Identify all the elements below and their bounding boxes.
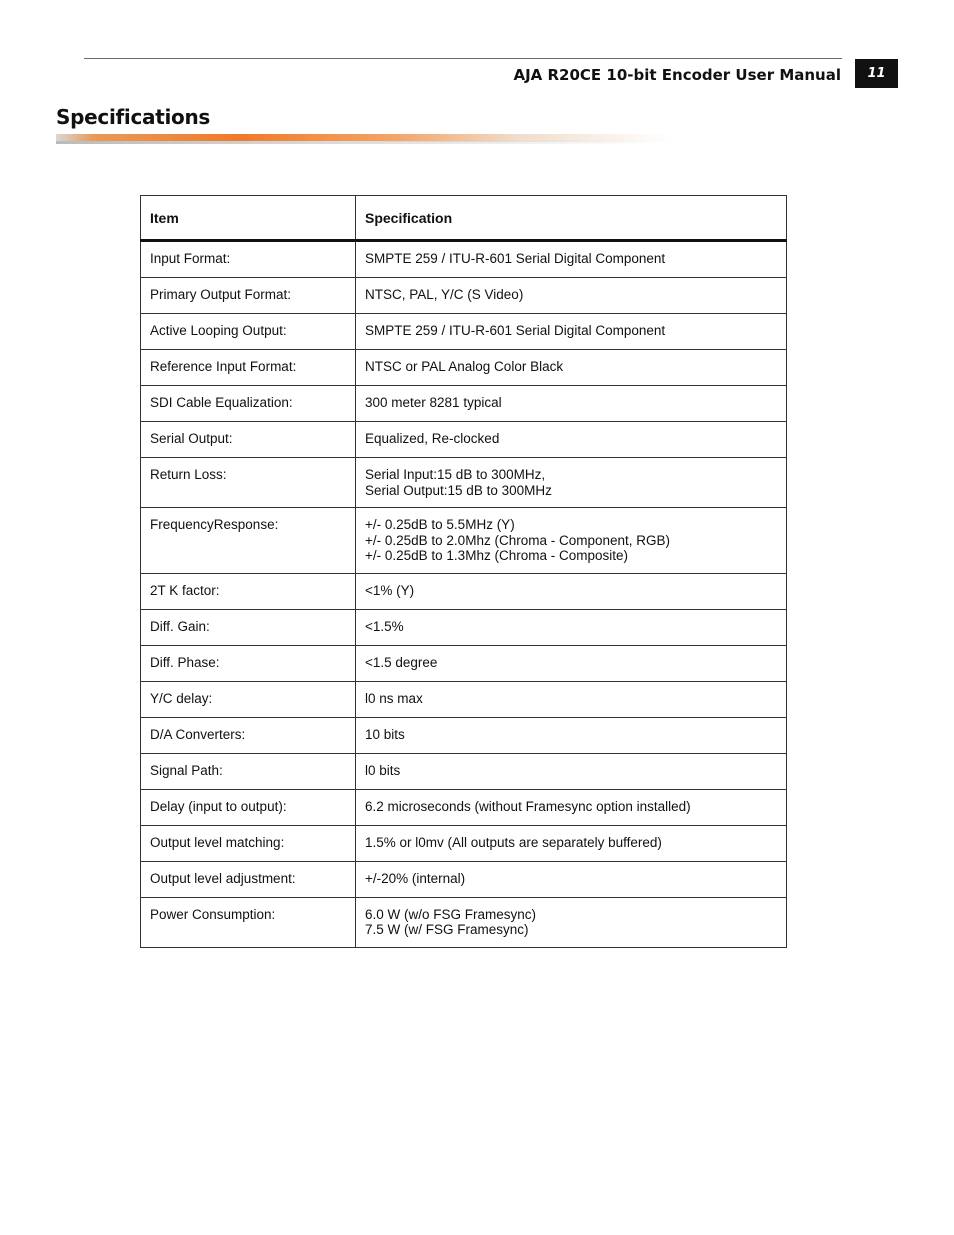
table-row <box>141 609 787 645</box>
specification-cell <box>356 314 787 350</box>
specification-line: 6.2 microseconds (without Framesync option installed) <box>365 798 691 814</box>
table-row <box>141 386 787 422</box>
column-header-specification: Specification <box>356 196 787 241</box>
specification-line: Equalized, Re-clocked <box>365 431 500 446</box>
specification-cell <box>356 458 787 508</box>
specification-cell <box>356 825 787 861</box>
specification-line: 300 meter 8281 typical <box>365 395 502 410</box>
specification-cell <box>356 861 787 897</box>
specification-line: +/-20% (internal) <box>365 870 466 886</box>
table-row <box>141 825 787 861</box>
specification-line: l0 bits <box>365 762 401 778</box>
specification-line: <1.5 degree <box>365 654 438 670</box>
item-cell: 2T K factor: <box>141 573 356 609</box>
specification-line: 7.5 W (w/ FSG Framesync) <box>365 922 529 937</box>
specification-line: 10 bits <box>365 726 405 742</box>
specifications-table <box>140 195 787 948</box>
table-body <box>141 241 787 948</box>
table-row <box>141 789 787 825</box>
section-title: Specifications <box>56 105 211 129</box>
item-cell: Active Looping Output: <box>141 314 356 350</box>
table-row <box>141 458 787 508</box>
specification-cell <box>356 609 787 645</box>
specification-line: NTSC or PAL Analog Color Black <box>365 359 564 374</box>
manual-title: AJA R20CE 10-bit Encoder User Manual <box>513 66 841 84</box>
item-cell: D/A Converters: <box>141 717 356 753</box>
item-cell: FrequencyResponse: <box>141 508 356 574</box>
specification-cell <box>356 717 787 753</box>
table-row <box>141 508 787 574</box>
specification-line: NTSC, PAL, Y/C (S Video) <box>365 287 524 302</box>
page-number: 11 <box>855 59 898 88</box>
specification-line: 1.5% or l0mv (All outputs are separately buffered) <box>365 834 662 850</box>
specification-line: <1% (Y) <box>365 582 415 598</box>
specification-cell <box>356 350 787 386</box>
specification-line: Serial Output:15 dB to 300MHz <box>365 482 552 498</box>
item-cell: Return Loss: <box>141 458 356 508</box>
table-row <box>141 681 787 717</box>
item-cell: Power Consumption: <box>141 897 356 947</box>
table-row <box>141 717 787 753</box>
item-cell: Serial Output: <box>141 422 356 458</box>
table-row <box>141 314 787 350</box>
specification-cell <box>356 422 787 458</box>
item-cell: Output level matching: <box>141 825 356 861</box>
table-row <box>141 350 787 386</box>
item-cell: Delay (input to output): <box>141 789 356 825</box>
item-cell: Signal Path: <box>141 753 356 789</box>
specification-cell <box>356 278 787 314</box>
item-cell: SDI Cable Equalization: <box>141 386 356 422</box>
item-cell: Diff. Gain: <box>141 609 356 645</box>
specification-cell <box>356 789 787 825</box>
table-row <box>141 897 787 947</box>
specification-line: l0 ns max <box>365 690 423 706</box>
table-row <box>141 753 787 789</box>
specification-cell <box>356 645 787 681</box>
table-row <box>141 241 787 278</box>
item-cell: Output level adjustment: <box>141 861 356 897</box>
item-cell: Diff. Phase: <box>141 645 356 681</box>
specification-cell <box>356 241 787 278</box>
specification-line: SMPTE 259 / ITU-R-601 Serial Digital Component <box>365 323 666 338</box>
column-header-item: Item <box>141 196 356 241</box>
specification-line: SMPTE 259 / ITU-R-601 Serial Digital Component <box>365 251 666 266</box>
specification-line: <1.5% <box>365 618 404 634</box>
specification-cell <box>356 681 787 717</box>
table-row <box>141 645 787 681</box>
specification-cell <box>356 508 787 574</box>
table-row <box>141 861 787 897</box>
table-row <box>141 278 787 314</box>
item-cell: Reference Input Format: <box>141 350 356 386</box>
item-cell: Primary Output Format: <box>141 278 356 314</box>
title-accent-shadow <box>56 141 656 144</box>
table-header-row <box>141 196 787 241</box>
specification-line: +/- 0.25dB to 5.5MHz (Y) <box>365 517 515 532</box>
specification-cell <box>356 897 787 947</box>
item-cell: Input Format: <box>141 241 356 278</box>
item-cell: Y/C delay: <box>141 681 356 717</box>
header-rule <box>84 58 842 59</box>
specification-cell <box>356 386 787 422</box>
table-row <box>141 573 787 609</box>
specification-line: Serial Input:15 dB to 300MHz, <box>365 467 546 482</box>
specification-cell <box>356 573 787 609</box>
specification-line: 6.0 W (w/o FSG Framesync) <box>365 906 537 922</box>
specification-line: +/- 0.25dB to 1.3Mhz (Chroma - Composite) <box>365 548 628 563</box>
specification-line: +/- 0.25dB to 2.0Mhz (Chroma - Component, RGB) <box>365 532 671 548</box>
table-row <box>141 422 787 458</box>
specification-cell <box>356 753 787 789</box>
